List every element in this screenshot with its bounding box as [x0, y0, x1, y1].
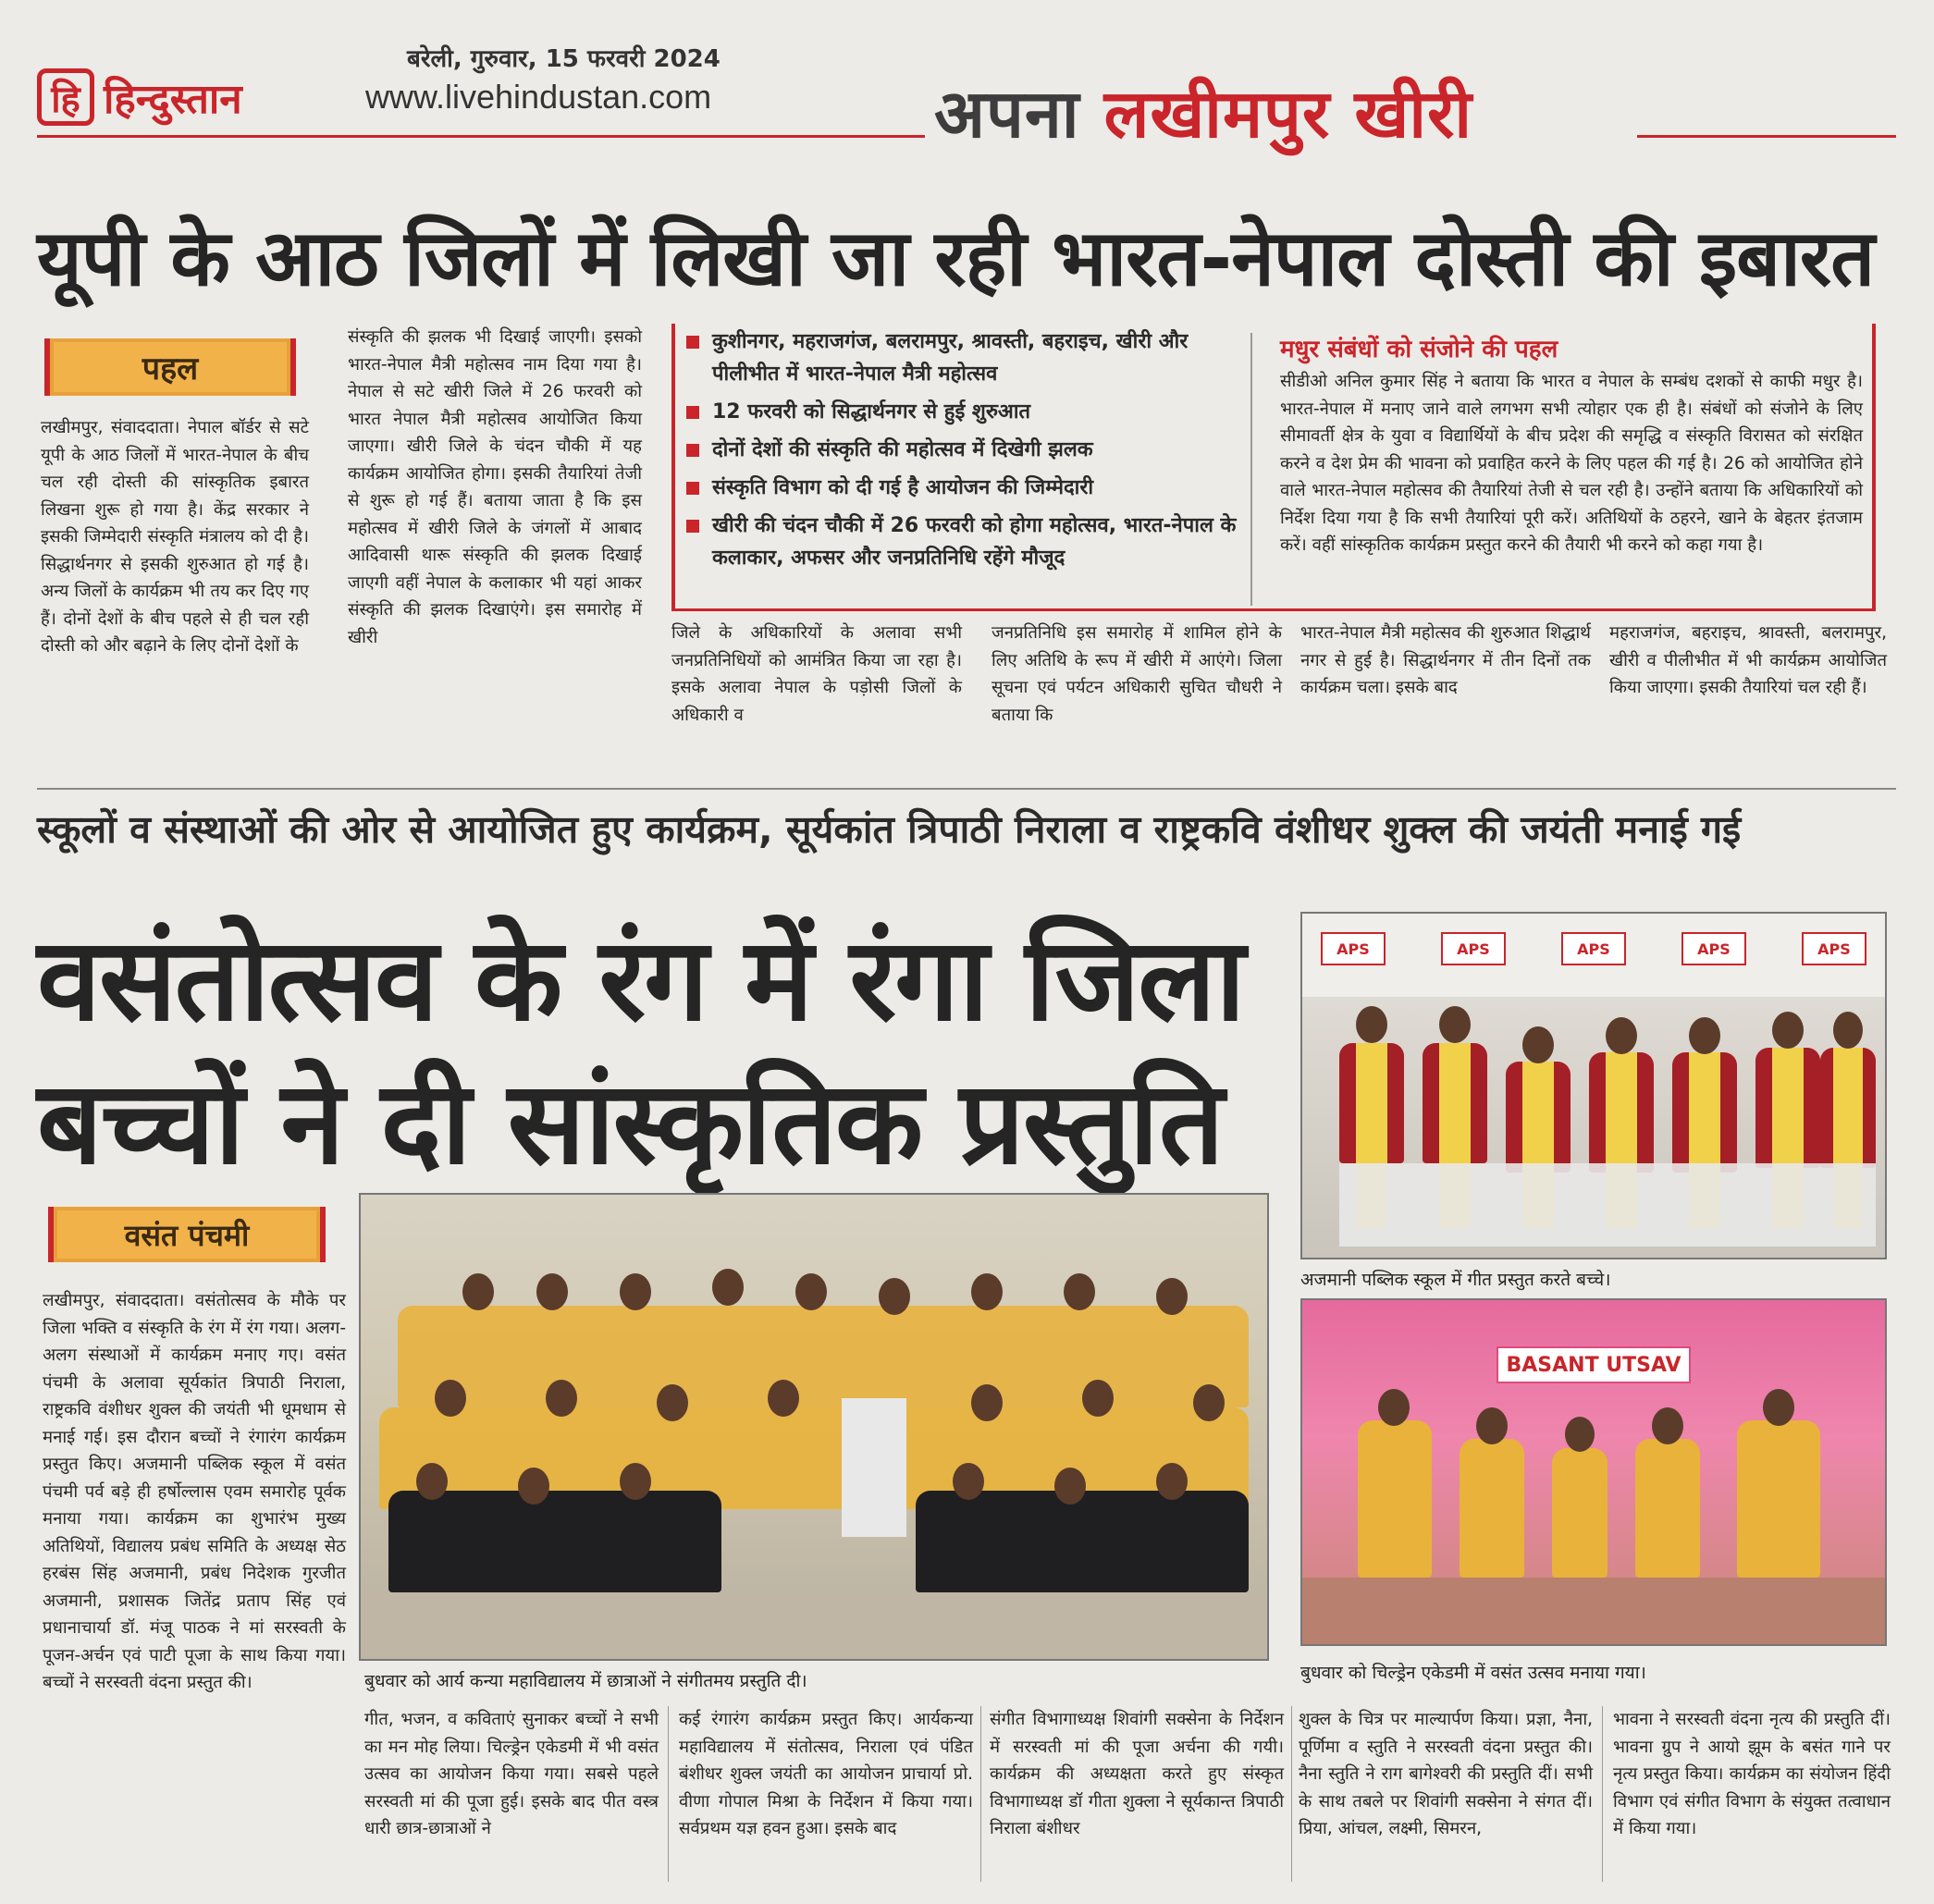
bullet-square-icon: [686, 520, 699, 533]
highlights-box-separator: [1250, 333, 1252, 606]
highlights-box-border-right: [1872, 324, 1876, 610]
story2-kicker: स्कूलों व संस्थाओं की ओर से आयोजित हुए कार्यक्रम, सूर्यकांत त्रिपाठी निराला व राष्ट्रकवि वंशीधर शुक्ल की जयंती मनाई गई: [37, 807, 1742, 852]
story2-headline-line2: बच्चों ने दी सांस्कृतिक प्रस्तुति: [37, 1057, 1223, 1190]
photo-dance-performance: [1300, 1298, 1887, 1646]
story2-column-3: कई रंगारंग कार्यक्रम प्रस्तुत किए। आर्यकन्या महाविद्यालय में संतोत्सव, निराला एवं पंडित बंशीधर शुक्ल जयंती का आयोजन प्राचार्या प्रो. वीणा गोपाल मिश्रा के निर्देशन में किया गया। सर्वप्रथम यज्ञ हवन हुआ। इसके बाद: [679, 1710, 973, 1838]
story2-column-1: लखीमपुर, संवाददाता। वसंतोत्सव के मौके पर जिला भक्ति व संस्कृति के रंग में रंग गया। अलग-अलग संस्थाओं में कार्यक्रम मनाए गए। वसंत पंचमी के अलावा सूर्यकांत त्रिपाठी निराला, राष्ट्रकवि वंशीधर शुक्ल की जयंती भी धूमधाम से मनाई गई। इस दौरान बच्चों ने रंगारंग कार्यक्रम प्रस्तुत किए। अजमानी पब्लिक स्कूल में वसंत पंचमी पर्व बड़े ही हर्षोल्लास एवम समारोह पूर्वक मनाया गया। कार्यक्रम का शुभारंभ मुख्य अतिथियों, विद्यालय प्रबंध समिति के अध्यक्ष सेठ हरबंस सिंह अजमानी, प्रबंध निदेशक गुरजीत अजमानी, प्रशासक जितेंद्र प्रताप सिंह एवं प्रधानाचार्या डॉ. मंजू पाठक ने मां सरस्वती के पूजन-अर्चन एवं पाटी पूजा के साथ किया गया। बच्चों ने सरस्वती वंदना प्रस्तुत की।: [43, 1291, 346, 1692]
story1-column-4: जनप्रतिनिधि इस समारोह में शामिल होने के लिए अतिथि के रूप में खीरी में आएंगे। जिला सूचना एवं पर्यटन अधिकारी सुचित चौधरी ने बताया कि: [992, 623, 1282, 725]
column-separator: [980, 1706, 981, 1882]
highlight-item: दोनों देशों की संस्कृति की महोत्सव में दिखेगी झलक: [686, 434, 1258, 466]
story1-label: पहल: [44, 338, 296, 396]
school-logo: APS: [1802, 932, 1866, 965]
highlights-box-border-bottom: [671, 608, 1876, 611]
photo-college-group: [359, 1193, 1269, 1661]
bullet-square-icon: [686, 406, 699, 419]
school-logo: APS: [1561, 932, 1626, 965]
caption-top-photo: अजमानी पब्लिक स्कूल में गीत प्रस्तुत करते बच्चे।: [1300, 1270, 1611, 1290]
logo-mark: हि: [37, 68, 94, 126]
masthead-rule-right: [1637, 135, 1896, 138]
column-separator: [1602, 1706, 1603, 1882]
masthead-rule-left: [37, 135, 925, 138]
story2-column-4: संगीत विभागाध्यक्ष शिवांगी सक्सेना के निर्देशन में सरस्वती मां की पूजा अर्चना की गयी। कार्यक्रम की अध्यक्षता करते हुए संस्कृत विभागाध्यक्ष डॉ गीता शुक्ला ने सूर्यकान्त त्रिपाठी निराला बंशीधर: [990, 1710, 1284, 1838]
section-title-prefix: अपना: [934, 75, 1080, 153]
bullet-square-icon: [686, 336, 699, 349]
story2-column-2: गीत, भजन, व कविताएं सुनाकर बच्चों ने सभी का मन मोह लिया। चिल्ड्रेन एकेडमी में भी वसंत उत्सव का आयोजन किया गया। सबसे पहले सरस्वती मां की पूजा हुई। इसके बाद पीत वस्त्र धारी छात्र-छात्राओं ने: [364, 1710, 659, 1838]
sidebar-heading: मधुर संबंधों को संजोने की पहल: [1280, 336, 1558, 363]
story1-headline: यूपी के आठ जिलों में लिखी जा रही भारत-नेपाल दोस्ती की इबारत: [37, 213, 1875, 303]
caption-bottom-photo: बुधवार को चिल्ड्रेन एकेडमी में वसंत उत्सव मनाया गया।: [1300, 1663, 1646, 1683]
highlights-box-border-left: [671, 324, 675, 610]
story-divider: [37, 788, 1896, 790]
highlight-item: संस्कृति विभाग को दी गई है आयोजन की जिम्मेदारी: [686, 472, 1258, 504]
newspaper-logo: [37, 65, 351, 129]
school-logo: APS: [1681, 932, 1746, 965]
caption-main-photo: बुधवार को आर्य कन्या महाविद्यालय में छात्राओं ने संगीतमय प्रस्तुति दी।: [364, 1671, 807, 1691]
school-logo: APS: [1321, 932, 1386, 965]
section-title-place: लखीमपुर खीरी: [1103, 75, 1473, 153]
school-logo: APS: [1441, 932, 1506, 965]
story2-headline-line1: वसंतोत्सव के रंग में रंगा जिला: [37, 914, 1244, 1047]
story1-column-1: लखीमपुर, संवाददाता। नेपाल बॉर्डर से सटे यूपी के आठ जिलों में भारत-नेपाल के बीच चल रही दोस्ती की सांस्कृतिक इबारत लिखना शुरू हो गया है। केंद्र सरकार ने इसकी जिम्मेदारी संस्कृति मंत्रालय को दी है। सिद्धार्थनगर से इसकी शुरुआत हो गई है। अन्य जिलों के कार्यक्रम भी तय कर दिए गए हैं। दोनों देशों के बीच पहले से ही चल रही दोस्ती को और बढ़ाने के लिए दोनों देशों के: [41, 418, 309, 656]
bullet-square-icon: [686, 444, 699, 457]
story1-column-2: संस्कृति की झलक भी दिखाई जाएगी। इसको भारत-नेपाल मैत्री महोत्सव नाम दिया गया है। नेपाल से सटे खीरी जिले में 26 फरवरी को भारत नेपाल मैत्री महोत्सव आयोजित किया जाएगा। खीरी जिले के चंदन चौकी में यह कार्यक्रम आयोजित होगा। इसकी तैयारियां तेजी से शुरू हो गई हैं। बताया जाता है कि इस महोत्सव में खीरी जिले के जंगलों में आबाद आदिवासी थारू संस्कृति की झलक दिखाई जाएगी वहीं नेपाल के कलाकार भी यहां आकर संस्कृति की झलक दिखाएंगे। इस समारोह में खीरी: [348, 327, 642, 647]
column-separator: [1291, 1706, 1292, 1882]
bullet-square-icon: [686, 482, 699, 495]
date-line: बरेली, गुरुवार, 15 फरवरी 2024: [407, 45, 721, 73]
story2-label: वसंत पंचमी: [48, 1207, 326, 1262]
story1-column-5: भारत-नेपाल मैत्री महोत्सव की शुरुआत शिद्धार्थ नगर से हुई है। सिद्धार्थनगर में तीन दिनों तक कार्यक्रम चला। इसके बाद: [1300, 623, 1591, 697]
website-url: www.livehindustan.com: [365, 78, 712, 116]
section-title: [934, 67, 1472, 157]
stage-banner: BASANT UTSAV: [1497, 1346, 1691, 1383]
story2-column-6: भावना ने सरस्वती वंदना नृत्य की प्रस्तुति दीं। भावना ग्रुप ने आयो झूम के बसंत गाने पर नृत्य प्रस्तुत किया। कार्यक्रम का संयोजन हिंदी विभाग एवं संगीत विभाग के संयुक्त तत्वाधान में किया गया।: [1613, 1710, 1891, 1838]
highlights-list: [686, 326, 1258, 580]
story1-column-3: जिले के अधिकारियों के अलावा सभी जनप्रतिनिधियों को आमंत्रित किया जा रहा है। इसके अलावा नेपाल के पड़ोसी जिलों के अधिकारी व: [671, 623, 962, 725]
photo-school-singing: [1300, 912, 1887, 1259]
logo-name: हिन्दुस्तान: [104, 76, 242, 123]
story2-column-5: शुक्ल के चित्र पर माल्यार्पण किया। प्रज्ञा, नैना, पूर्णिमा व स्तुति ने सरस्वती वंदना प्रस्तुत की। नैना स्तुति ने राग बागेश्वरी की प्रस्तुति दीं। सभी के साथ तबले पर शिवांगी सक्सेना ने संगत दीं। प्रिया, आंचल, लक्ष्मी, सिमरन,: [1299, 1710, 1593, 1838]
column-separator: [668, 1706, 669, 1882]
highlight-item: 12 फरवरी को सिद्धार्थनगर से हुई शुरुआत: [686, 396, 1258, 428]
highlight-item: कुशीनगर, महराजगंज, बलरामपुर, श्रावस्ती, बहराइच, खीरी और पीलीभीत में भारत-नेपाल मैत्री महोत्सव: [686, 326, 1258, 390]
story1-column-6: महराजगंज, बहराइच, श्रावस्ती, बलरामपुर, खीरी व पीलीभीत में भी कार्यक्रम आयोजित किया जाएगा। इसकी तैयारियां चल रही हैं।: [1609, 623, 1887, 697]
highlight-item: खीरी की चंदन चौकी में 26 फरवरी को होगा महोत्सव, भारत-नेपाल के कलाकार, अफसर और जनप्रतिनिधि रहेंगे मौजूद: [686, 510, 1258, 574]
sidebar-text: सीडीओ अनिल कुमार सिंह ने बताया कि भारत व नेपाल के सम्बंध दशकों से काफी मधुर है। भारत-नेपाल में मनाए जाने वाले लगभग सभी त्योहार एक ही है। संबंधों को संजोने के लिए सीमावर्ती क्षेत्र के युवा व विद्यार्थियों के बीच प्रदेश की समृद्धि व संस्कृति विरासत को संरक्षित करने व देश प्रेम की भावना को प्रवाहित करने के लिए पहल की गई है। 26 को आयोजित होने वाले भारत-नेपाल महोत्सव की तैयारियां तेजी से चल रही है। उन्होंने बताया कि अधिकारियों को निर्देश दिया गया है कि सभी तैयारियां पूरी करें। अतिथियों के ठहरने, खाने के बेहतर इंतजाम करें। वहीं सांस्कृतिक कार्यक्रम प्रस्तुत करने की तैयारी भी करने को कहा गया है।: [1280, 372, 1863, 555]
